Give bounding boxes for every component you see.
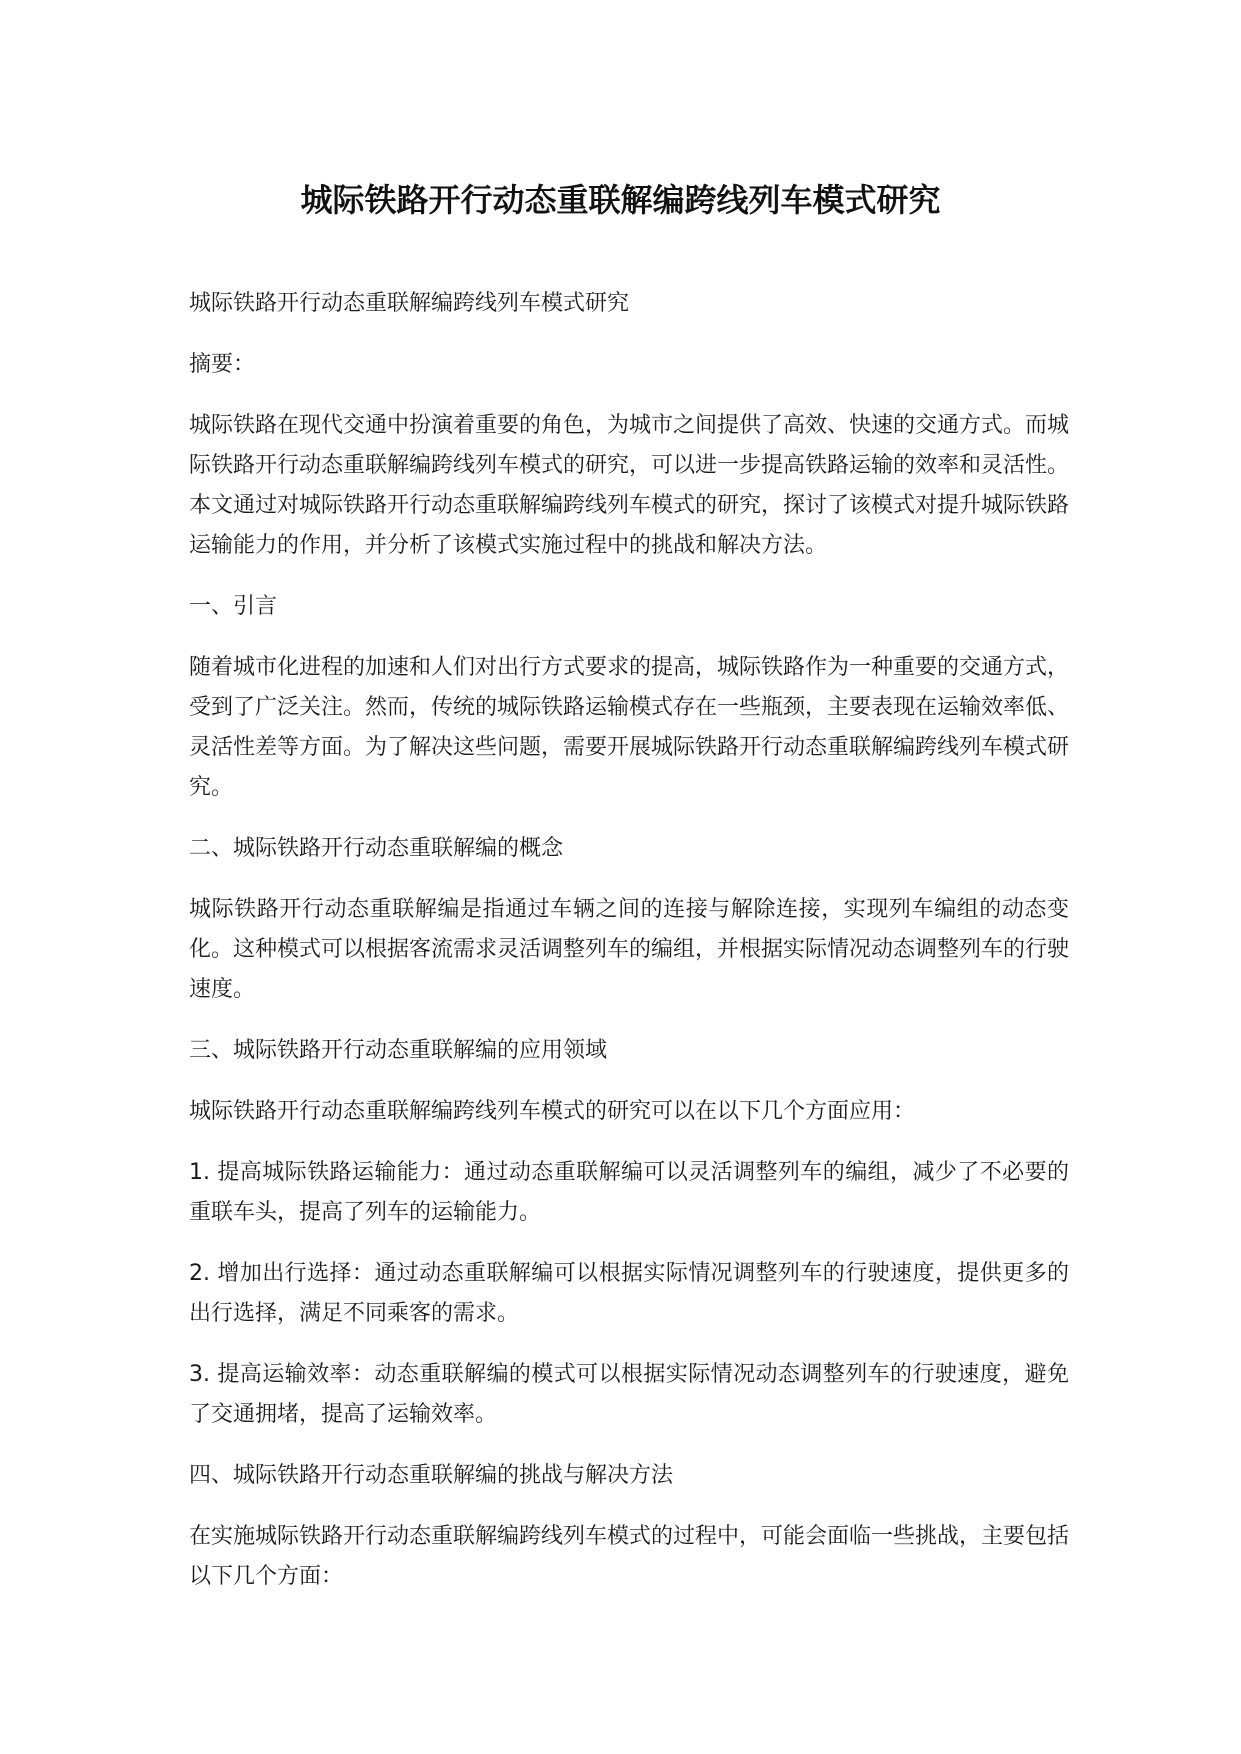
abstract-label: 摘要： bbox=[189, 352, 256, 377]
introduction-paragraph: 随着城市化进程的加速和人们对出行方式要求的提高，城际铁路作为一种重要的交通方式，受到了广泛关注。然而，传统的城际铁路运输模式存在一些瓶颈，主要表现在运输效率低、灵活性差等方面。为了解决这些问题，需要开展城际铁路开行动态重联解编跨线列车模式研究。 bbox=[189, 655, 1070, 800]
section-heading-concept: 二、城际铁路开行动态重联解编的概念 bbox=[189, 836, 564, 861]
section-heading-challenges: 四、城际铁路开行动态重联解编的挑战与解决方法 bbox=[189, 1463, 674, 1488]
challenges-paragraph: 在实施城际铁路开行动态重联解编跨线列车模式的过程中，可能会面临一些挑战，主要包括以下几个方面： bbox=[189, 1524, 1070, 1589]
applications-list-item-2: 2. 增加出行选择：通过动态重联解编可以根据实际情况调整列车的行驶速度，提供更多的出行选择，满足不同乘客的需求。 bbox=[189, 1261, 1069, 1326]
section-heading-introduction: 一、引言 bbox=[189, 594, 278, 619]
applications-list-item-1: 1. 提高城际铁路运输能力：通过动态重联解编可以灵活调整列车的编组，减少了不必要的重联车头，提高了列车的运输能力。 bbox=[189, 1160, 1069, 1225]
abstract-paragraph: 城际铁路在现代交通中扮演着重要的角色，为城市之间提供了高效、快速的交通方式。而城际铁路开行动态重联解编跨线列车模式的研究，可以进一步提高铁路运输的效率和灵活性。本文通过对城际铁路开行动态重联解编跨线列车模式的研究，探讨了该模式对提升城际铁路运输能力的作用，并分析了该模式实施过程中的挑战和解决方法。 bbox=[189, 413, 1070, 558]
applications-intro-paragraph: 城际铁路开行动态重联解编跨线列车模式的研究可以在以下几个方面应用： bbox=[189, 1099, 916, 1124]
document-body bbox=[189, 284, 1069, 1618]
section-heading-applications: 三、城际铁路开行动态重联解编的应用领域 bbox=[189, 1038, 608, 1063]
concept-paragraph: 城际铁路开行动态重联解编是指通过车辆之间的连接与解除连接，实现列车编组的动态变化。这种模式可以根据客流需求灵活调整列车的编组，并根据实际情况动态调整列车的行驶速度。 bbox=[189, 897, 1070, 1002]
document-title: 城际铁路开行动态重联解编跨线列车模式研究 bbox=[300, 181, 941, 219]
document-subtitle: 城际铁路开行动态重联解编跨线列车模式研究 bbox=[189, 291, 630, 316]
applications-list-item-3: 3. 提高运输效率：动态重联解编的模式可以根据实际情况动态调整列车的行驶速度，避免了交通拥堵，提高了运输效率。 bbox=[189, 1362, 1069, 1427]
